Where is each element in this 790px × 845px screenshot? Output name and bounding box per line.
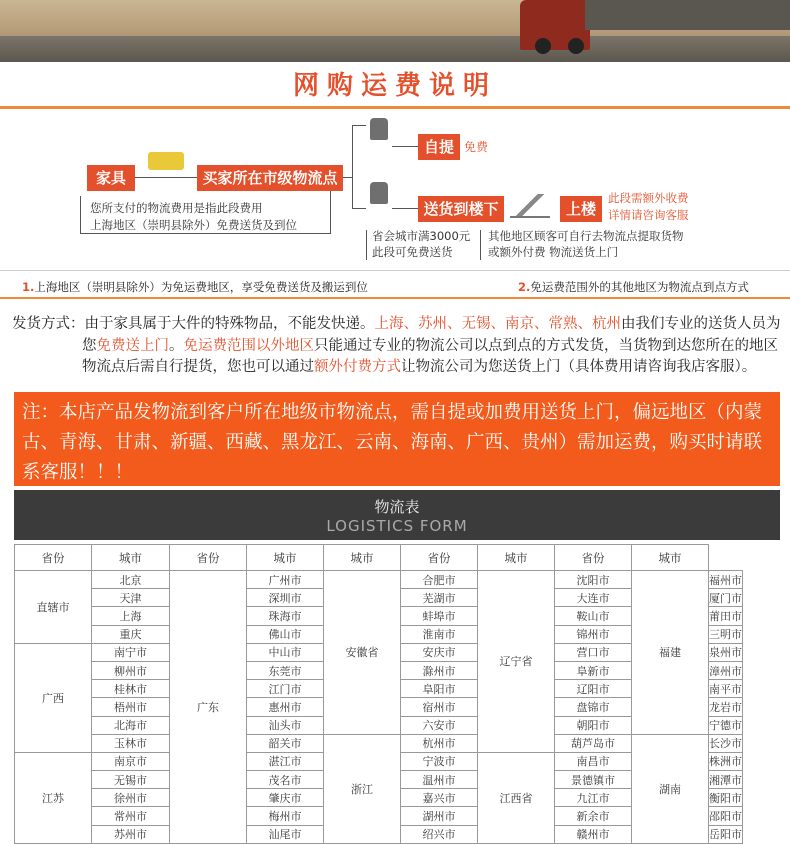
city-cell: 汕头市 [247,716,324,734]
city-cell: 衡阳市 [709,789,743,807]
city-cell: 湘潭市 [709,771,743,789]
city-cell: 淮南市 [401,625,478,643]
city-cell: 湖州市 [401,807,478,825]
city-cell: 赣州市 [555,825,632,843]
section-divider [0,270,790,271]
arrow-line [392,146,418,147]
city-cell: 无锡市 [92,771,170,789]
city-cell: 岳阳市 [709,825,743,843]
city-logistics-point-box: 买家所在市级物流点 [197,165,343,191]
shipping-line-1 [12,314,782,336]
city-cell: 宁波市 [401,752,478,770]
notes-divider [0,297,790,299]
note-2-number: 2. [518,280,531,294]
bracket-line [330,191,331,234]
column-header: 城市 [632,545,709,571]
city-cell: 南平市 [709,680,743,698]
column-header: 城市 [478,545,555,571]
city-cell: 东莞市 [247,661,324,679]
city-cell: 珠海市 [247,607,324,625]
city-cell: 辽阳市 [555,680,632,698]
bracket-line [480,230,481,260]
city-cell: 新余市 [555,807,632,825]
road-graphic [0,36,790,62]
other-area-note-line2: 或额外付费 物流送货上门 [488,245,619,259]
column-header: 省份 [401,545,478,571]
wheel-graphic [535,38,551,54]
city-cell: 玉林市 [92,734,170,752]
city-cell: 茂名市 [247,771,324,789]
city-cell: 锦州市 [555,625,632,643]
province-cell: 广西 [15,643,92,752]
city-cell: 梅州市 [247,807,324,825]
city-cell: 柳州市 [92,661,170,679]
branch-line [352,125,353,209]
shipping-method-paragraph [12,314,782,379]
page-title [0,65,790,107]
upstairs-box: 上楼 [560,196,602,222]
city-cell: 长沙市 [709,734,743,752]
column-header: 省份 [15,545,92,571]
column-header: 省份 [555,545,632,571]
province-cell: 辽宁省 [478,571,555,753]
city-cell: 南昌市 [555,752,632,770]
header-banner-image [0,0,790,62]
table-row [15,734,743,752]
city-cell: 莆田市 [709,607,743,625]
city-cell: 宿州市 [401,698,478,716]
paid-note-line2: 上海地区（崇明县除外）免费送货及到位 [90,218,297,232]
column-header: 城市 [92,545,170,571]
arrow-line [392,208,418,209]
full-amount-note-line2: 此段可免费送货 [372,245,453,259]
city-cell: 泉州市 [709,643,743,661]
furniture-box: 家具 [87,165,135,191]
city-cell: 朝阳市 [555,716,632,734]
city-cell: 福州市 [709,571,743,589]
note-2-text: 免运费范围外的其他地区为物流点到点方式 [530,280,749,294]
extra-fee-text: 额外付费方式 [314,359,401,375]
column-header: 城市 [324,545,401,571]
free-delivery-text: 免费送上门 [96,337,169,354]
province-cell: 安徽省 [324,571,401,735]
city-cell: 株洲市 [709,752,743,770]
city-cell: 北海市 [92,716,170,734]
logistics-title: 物流表 [374,498,420,516]
city-cell: 湛江市 [247,752,324,770]
page-title-text: 网购运费说明 [292,71,497,101]
delivery-downstairs-box: 送货到楼下 [418,196,504,222]
city-cell: 营口市 [555,643,632,661]
connector-line [135,177,197,178]
shipping-text: 。 [169,337,184,354]
city-cell: 芜湖市 [401,589,478,607]
outside-free-area-text: 免运费范围以外地区 [183,337,314,354]
bracket-line [80,196,81,234]
city-cell: 广州市 [247,571,324,589]
note-1-text: 上海地区（崇明县除外）为免运费地区，享受免费送货及搬运到位 [34,280,368,294]
city-cell: 肇庆市 [247,789,324,807]
city-cell: 阜新市 [555,661,632,679]
province-cell: 江西省 [478,752,555,843]
city-cell: 绍兴市 [401,825,478,843]
city-cell: 沈阳市 [555,571,632,589]
bracket-line [80,233,330,234]
city-cell: 蚌埠市 [401,607,478,625]
city-cell: 南京市 [92,752,170,770]
city-cell: 嘉兴市 [401,789,478,807]
city-cell: 盘锦市 [555,698,632,716]
city-cell: 江门市 [247,680,324,698]
shipping-text: 由我们专业的送货人员为 [621,316,781,332]
column-header: 城市 [247,545,324,571]
branch-line [352,125,366,126]
table-header-row [15,545,743,571]
city-cell: 滁州市 [401,661,478,679]
trailer-graphic [585,0,790,30]
city-cell: 安庆市 [401,643,478,661]
province-cell: 福建 [632,571,709,735]
city-cell: 上海 [92,607,170,625]
province-cell: 江苏 [15,752,92,843]
city-cell: 苏州市 [92,825,170,843]
city-cell: 阜阳市 [401,680,478,698]
city-cell: 梧州市 [92,698,170,716]
city-cell: 常州市 [92,807,170,825]
table-row [15,571,743,589]
column-header: 省份 [170,545,247,571]
city-cell: 九江市 [555,789,632,807]
city-cell: 惠州市 [247,698,324,716]
city-cell: 厦门市 [709,589,743,607]
shipping-text: 您 [82,337,97,354]
city-cell: 杭州市 [401,734,478,752]
full-amount-note-line1: 省会城市满3000元 [372,229,471,243]
city-cell: 徐州市 [92,789,170,807]
shipping-notice-banner: 注：本店产品发物流到客户所在地级市物流点，需自提或加费用送货上门，偏远地区（内蒙古、青海、甘肃、新疆、西藏、黑龙江、云南、海南、广西、贵州）需加运费，购买时请联系客服！！！ [14,392,780,486]
shipping-text: 物流点后需自行提货，您也可以通过 [82,359,314,375]
upstairs-note-line2: 详情请咨询客服 [608,208,689,222]
city-cell: 葫芦岛市 [555,734,632,752]
city-cell: 景德镇市 [555,771,632,789]
shipping-text: 让物流公司为您送货上门（具体费用请咨询我店客服）。 [401,359,757,375]
other-area-note-line1: 其他地区顾客可自行去物流点提取货物 [488,229,684,243]
logistics-table [14,544,743,844]
province-cell: 广东 [170,571,247,844]
note-1 [22,279,368,295]
city-cell: 宁德市 [709,716,743,734]
free-cities-text: 上海、苏州、无锡、南京、常熟、杭州 [374,316,621,332]
note-1-number: 1. [22,280,35,294]
pickup-box: 自提 [418,134,460,160]
city-cell: 南宁市 [92,643,170,661]
province-cell: 湖南 [632,734,709,843]
city-cell: 韶关市 [247,734,324,752]
city-cell: 漳州市 [709,661,743,679]
city-cell: 邵阳市 [709,807,743,825]
person-carrying-icon [370,118,388,140]
city-cell: 三明市 [709,625,743,643]
city-cell: 六安市 [401,716,478,734]
note-2 [518,279,749,295]
pickup-free-label: 免费 [464,140,489,154]
bracket-line [366,230,367,260]
province-cell: 浙江 [324,734,401,843]
city-cell: 天津 [92,589,170,607]
stairs-icon [510,194,550,218]
city-cell: 合肥市 [401,571,478,589]
upstairs-note-line1: 此段需额外收费 [608,191,689,205]
person-carrying-icon [370,182,388,204]
shipping-text: 发货方式：由于家具属于大件的特殊物品，不能发快递。 [12,316,375,332]
city-cell: 重庆 [92,625,170,643]
city-cell: 中山市 [247,643,324,661]
city-cell: 佛山市 [247,625,324,643]
logistics-subtitle: LOGISTICS FORM [326,517,468,535]
van-icon [148,152,184,170]
city-cell: 深圳市 [247,589,324,607]
logistics-form-header [14,490,780,540]
city-cell: 桂林市 [92,680,170,698]
shipping-text: 只能通过专业的物流公司以点到点的方式发货，当货物到达您所在的地区 [314,337,778,354]
city-cell: 北京 [92,571,170,589]
wheel-graphic [568,38,584,54]
city-cell: 汕尾市 [247,825,324,843]
city-cell: 温州市 [401,771,478,789]
city-cell: 龙岩市 [709,698,743,716]
paid-note-line1: 您所支付的物流费用是指此段费用 [90,201,263,215]
title-divider [0,106,790,109]
branch-line [352,208,366,209]
province-cell: 直辖市 [15,571,92,644]
shipping-line-2 [12,336,782,358]
city-cell: 大连市 [555,589,632,607]
shipping-line-3 [12,357,782,379]
city-cell: 鞍山市 [555,607,632,625]
